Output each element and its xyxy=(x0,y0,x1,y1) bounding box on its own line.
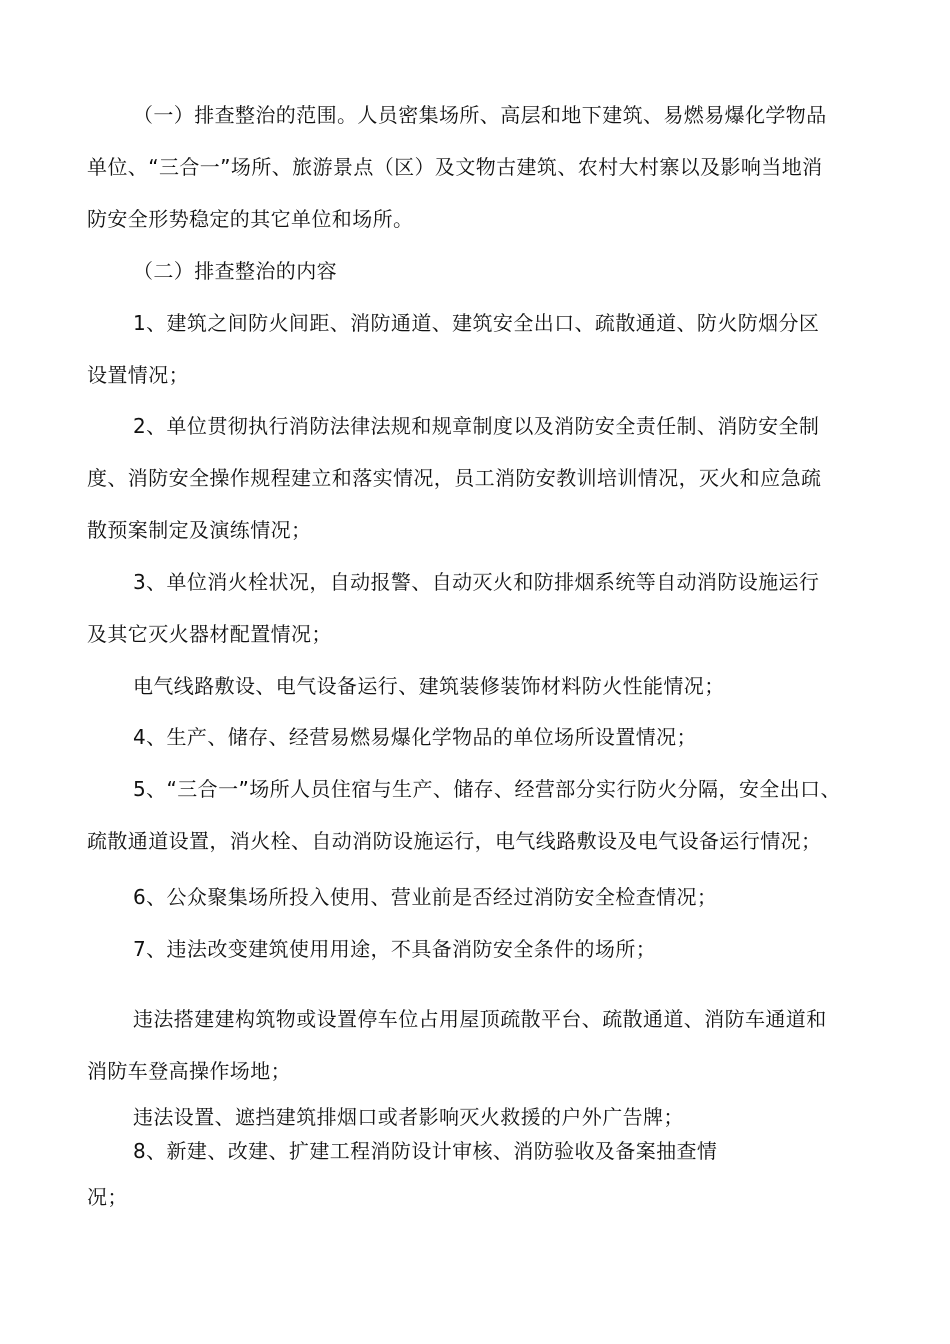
text-line: 7、违法改变建筑使用用途，不具备消防安全条件的场所； xyxy=(133,937,657,961)
text-line: 3、单位消火栓状况，自动报警、自动灭火和防排烟系统等自动消防设施运行 xyxy=(133,570,820,594)
text-line: 单位、“三合一”场所、旅游景点（区）及文物古建筑、农村大村寨以及影响当地消 xyxy=(87,155,823,179)
text-line: 电气线路敷设、电气设备运行、建筑装修装饰材料防火性能情况； xyxy=(133,674,725,698)
text-line: 4、生产、储存、经营易燃易爆化学物品的单位场所设置情况； xyxy=(133,725,697,749)
text-line: 违法搭建建构筑物或设置停车位占用屋顶疏散平台、疏散通道、消防车通道和 xyxy=(133,1007,827,1031)
text-line: （一）排查整治的范围。人员密集场所、高层和地下建筑、易燃易爆化学物品 xyxy=(133,103,827,127)
text-line: 6、公众聚集场所投入使用、营业前是否经过消防安全检查情况； xyxy=(133,885,718,909)
text-line: 8、新建、改建、扩建工程消防设计审核、消防验收及备案抽查情 xyxy=(133,1139,718,1163)
text-line: 度、消防安全操作规程建立和落实情况，员工消防安教训培训情况，灭火和应急疏 xyxy=(87,466,822,490)
text-line: 况； xyxy=(87,1185,128,1209)
text-line: 及其它灭火器材配置情况； xyxy=(87,622,332,646)
text-line: 防安全形势稳定的其它单位和场所。 xyxy=(87,207,414,231)
text-line: 散预案制定及演练情况； xyxy=(87,518,312,542)
text-line: 消防车登高操作场地； xyxy=(87,1059,291,1083)
text-line: （二）排查整治的内容 xyxy=(133,259,337,283)
text-line: 违法设置、遮挡建筑排烟口或者影响灭火救援的户外广告牌； xyxy=(133,1105,684,1129)
text-line: 疏散通道设置，消火栓、自动消防设施运行，电气线路敷设及电气设备运行情况； xyxy=(87,829,822,853)
text-line: 5、“三合一”场所人员住宿与生产、储存、经营部分实行防火分隔，安全出口、 xyxy=(133,777,841,801)
text-line: 设置情况； xyxy=(87,363,189,387)
text-line: 1、建筑之间防火间距、消防通道、建筑安全出口、疏散通道、防火防烟分区 xyxy=(133,311,820,335)
text-line: 2、单位贯彻执行消防法律法规和规章制度以及消防安全责任制、消防安全制 xyxy=(133,414,820,438)
